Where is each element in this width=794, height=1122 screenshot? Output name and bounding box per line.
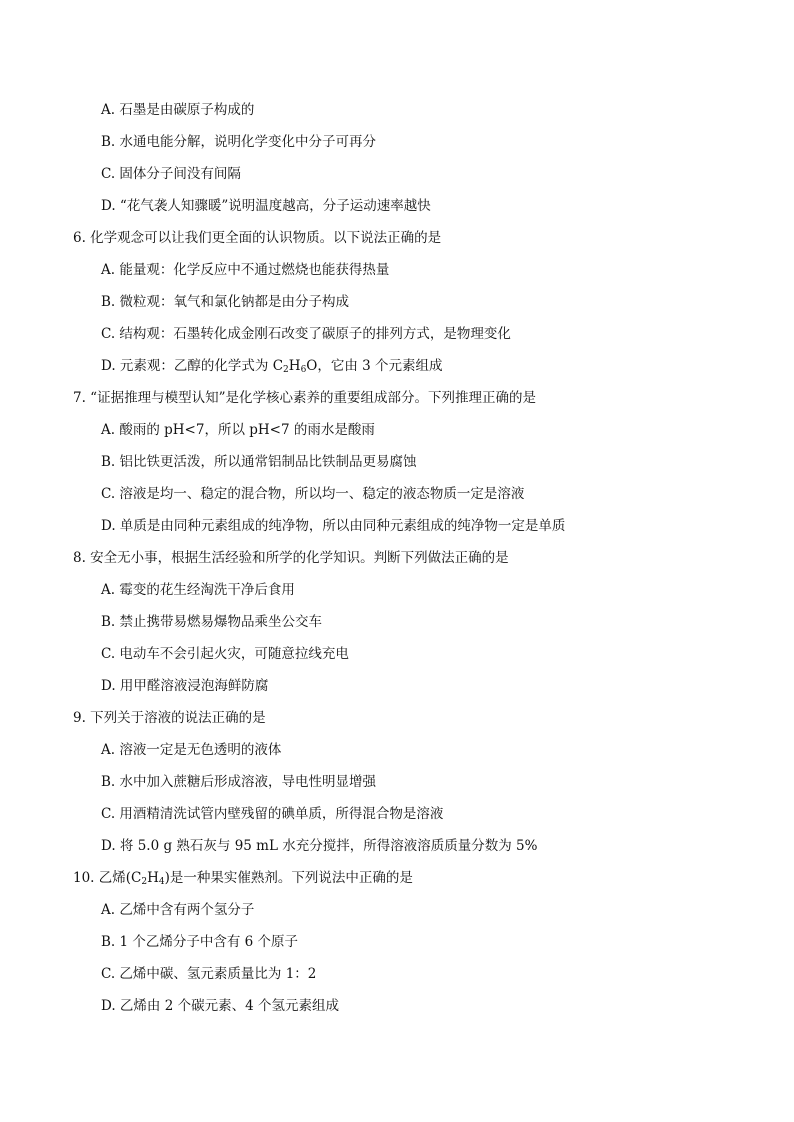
q5-option-d: D. “花气袭人知骤暖”说明温度越高，分子运动速率越快 bbox=[101, 198, 431, 214]
q5-option-a: A. 石墨是由碳原子构成的 bbox=[101, 102, 255, 118]
q10-option-c: C. 乙烯中碳、氢元素质量比为 1：2 bbox=[101, 966, 317, 982]
q9-option-b: B. 水中加入蔗糖后形成溶液，导电性明显增强 bbox=[101, 774, 377, 790]
q8-option-c: C. 电动车不会引起火灾，可随意拉线充电 bbox=[101, 646, 349, 662]
q6-option-a: A. 能量观：化学反应中不通过燃烧也能获得热量 bbox=[101, 262, 390, 278]
q9-option-d: D. 将 5.0 g 熟石灰与 95 mL 水充分搅拌，所得溶液溶质质量分数为 5% bbox=[101, 838, 538, 854]
q10-option-b: B. 1 个乙烯分子中含有 6 个原子 bbox=[101, 934, 299, 950]
question-6-stem: 6. 化学观念可以让我们更全面的认识物质。以下说法正确的是 bbox=[73, 230, 442, 246]
q6-option-d: D. 元素观：乙醇的化学式为 $C_2H_6O$，它由 3 个元素组成 bbox=[101, 358, 443, 375]
question-10-stem: 10. 乙烯$(C_2H_4)$是一种果实催熟剂。下列说法中正确的是 bbox=[73, 870, 413, 887]
q5-option-b: B. 水通电能分解，说明化学变化中分子可再分 bbox=[101, 134, 377, 150]
q8-option-b: B. 禁止携带易燃易爆物品乘坐公交车 bbox=[101, 614, 323, 630]
question-7-stem: 7. “证据推理与模型认知”是化学核心素养的重要组成部分。下列推理正确的是 bbox=[73, 390, 536, 406]
q7-option-d: D. 单质是由同种元素组成的纯净物，所以由同种元素组成的纯净物一定是单质 bbox=[101, 518, 566, 534]
q8-option-d: D. 用甲醛溶液浸泡海鲜防腐 bbox=[101, 678, 269, 694]
q5-option-c: C. 固体分子间没有间隔 bbox=[101, 166, 241, 182]
q9-option-a: A. 溶液一定是无色透明的液体 bbox=[101, 742, 282, 758]
q10-option-d: D. 乙烯由 2 个碳元素、4 个氢元素组成 bbox=[101, 998, 339, 1014]
q9-option-c: C. 用酒精清洗试管内壁残留的碘单质，所得混合物是溶液 bbox=[101, 806, 444, 822]
q7-option-c: C. 溶液是均一、稳定的混合物，所以均一、稳定的液态物质一定是溶液 bbox=[101, 486, 525, 502]
q8-option-a: A. 霉变的花生经淘洗干净后食用 bbox=[101, 582, 295, 598]
q10-option-a: A. 乙烯中含有两个氢分子 bbox=[101, 902, 255, 918]
question-9-stem: 9. 下列关于溶液的说法正确的是 bbox=[73, 710, 266, 726]
q7-option-a: A. 酸雨的 pH<7，所以 pH<7 的雨水是酸雨 bbox=[101, 422, 375, 438]
question-8-stem: 8. 安全无小事，根据生活经验和所学的化学知识。判断下列做法正确的是 bbox=[73, 550, 509, 566]
q6-option-b: B. 微粒观：氧气和氯化钠都是由分子构成 bbox=[101, 294, 350, 310]
q7-option-b: B. 铝比铁更活泼，所以通常铝制品比铁制品更易腐蚀 bbox=[101, 454, 417, 470]
q6-option-c: C. 结构观：石墨转化成金刚石改变了碳原子的排列方式，是物理变化 bbox=[101, 326, 511, 342]
